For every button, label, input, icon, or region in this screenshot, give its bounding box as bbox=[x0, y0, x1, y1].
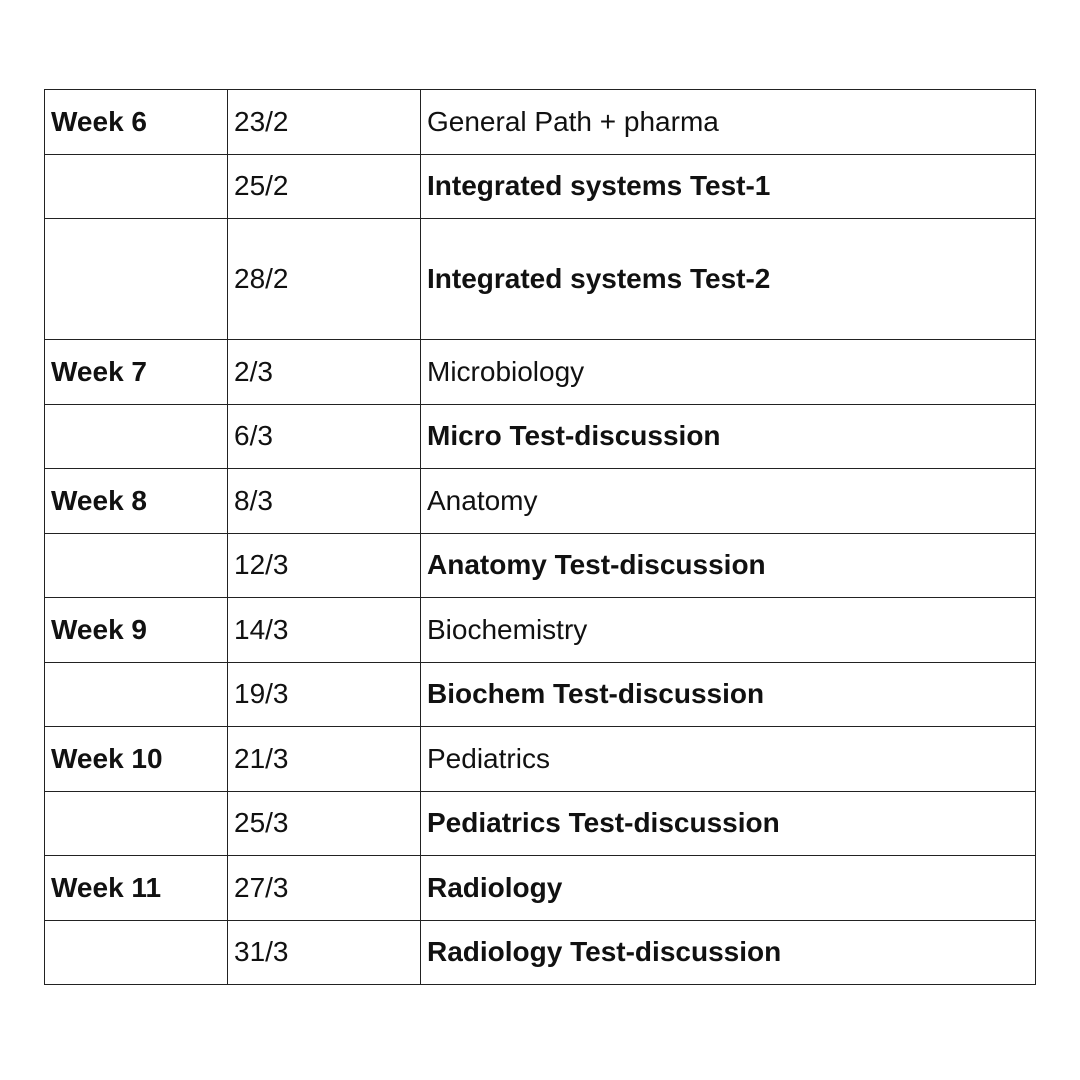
table-row bbox=[45, 727, 1036, 792]
topic-cell: Radiology bbox=[421, 856, 1036, 921]
date-cell: 14/3 bbox=[228, 598, 421, 663]
week-cell bbox=[45, 920, 228, 985]
topic-cell: Biochem Test-discussion bbox=[421, 662, 1036, 727]
date-cell: 28/2 bbox=[228, 219, 421, 340]
topic-cell: Integrated systems Test-2 bbox=[421, 219, 1036, 340]
week-cell: Week 8 bbox=[45, 469, 228, 534]
topic-cell: Microbiology bbox=[421, 340, 1036, 405]
schedule-table bbox=[44, 89, 1036, 985]
table-row bbox=[45, 791, 1036, 856]
topic-cell: Anatomy bbox=[421, 469, 1036, 534]
topic-cell: Pediatrics bbox=[421, 727, 1036, 792]
topic-cell: Anatomy Test-discussion bbox=[421, 533, 1036, 598]
table-row bbox=[45, 662, 1036, 727]
date-cell: 6/3 bbox=[228, 404, 421, 469]
week-cell bbox=[45, 662, 228, 727]
table-row bbox=[45, 469, 1036, 534]
topic-cell: Pediatrics Test-discussion bbox=[421, 791, 1036, 856]
week-cell bbox=[45, 533, 228, 598]
date-cell: 21/3 bbox=[228, 727, 421, 792]
week-cell: Week 7 bbox=[45, 340, 228, 405]
date-cell: 19/3 bbox=[228, 662, 421, 727]
topic-cell: Radiology Test-discussion bbox=[421, 920, 1036, 985]
week-cell bbox=[45, 404, 228, 469]
date-cell: 25/2 bbox=[228, 154, 421, 219]
schedule-body bbox=[45, 90, 1036, 985]
date-cell: 8/3 bbox=[228, 469, 421, 534]
topic-cell: General Path + pharma bbox=[421, 90, 1036, 155]
week-cell: Week 6 bbox=[45, 90, 228, 155]
week-cell bbox=[45, 791, 228, 856]
table-row bbox=[45, 154, 1036, 219]
date-cell: 2/3 bbox=[228, 340, 421, 405]
topic-cell: Micro Test-discussion bbox=[421, 404, 1036, 469]
table-row bbox=[45, 404, 1036, 469]
topic-cell: Integrated systems Test-1 bbox=[421, 154, 1036, 219]
week-cell: Week 9 bbox=[45, 598, 228, 663]
week-cell: Week 11 bbox=[45, 856, 228, 921]
date-cell: 27/3 bbox=[228, 856, 421, 921]
table-row bbox=[45, 920, 1036, 985]
date-cell: 31/3 bbox=[228, 920, 421, 985]
week-cell bbox=[45, 154, 228, 219]
week-cell: Week 10 bbox=[45, 727, 228, 792]
week-cell bbox=[45, 219, 228, 340]
table-row bbox=[45, 90, 1036, 155]
table-row bbox=[45, 219, 1036, 340]
table-row bbox=[45, 340, 1036, 405]
date-cell: 25/3 bbox=[228, 791, 421, 856]
date-cell: 12/3 bbox=[228, 533, 421, 598]
table-row bbox=[45, 856, 1036, 921]
table-row bbox=[45, 598, 1036, 663]
date-cell: 23/2 bbox=[228, 90, 421, 155]
table-row bbox=[45, 533, 1036, 598]
topic-cell: Biochemistry bbox=[421, 598, 1036, 663]
